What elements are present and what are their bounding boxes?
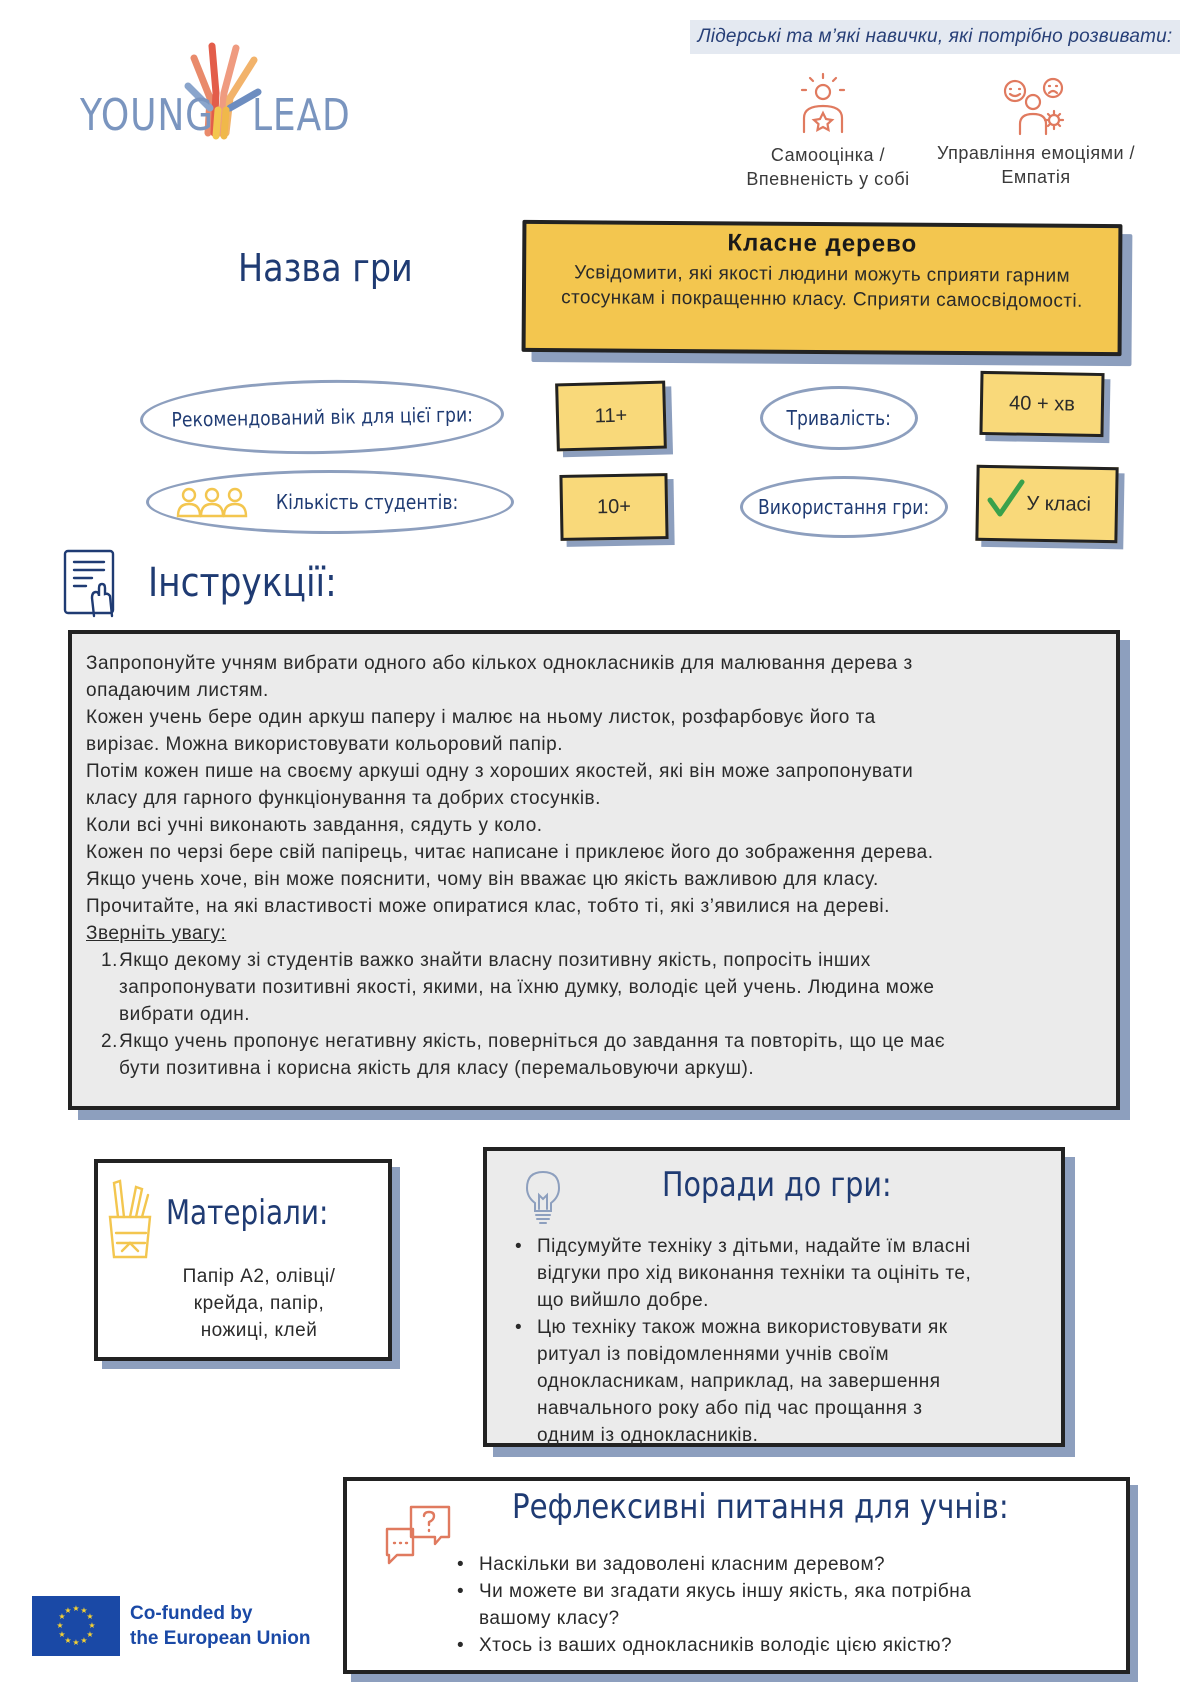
instruction-line: Прочитайте, на які властивості може опиратися клас, тобто ті, які з’явилися на дереві. — [86, 896, 890, 917]
skills-title: Лідерські та м’які навички, які потрібно розвивати: — [690, 20, 1180, 54]
materials-line: крейда, папір, — [193, 1293, 325, 1314]
instructions-title: Інструкції: — [148, 560, 337, 606]
age-value: 11+ — [594, 404, 628, 427]
instruction-line: класу для гарного функціонування та добрих стосунків. — [86, 788, 601, 809]
duration-value-box — [979, 371, 1104, 437]
students-icon — [176, 486, 248, 518]
logo-word-lead: LEAD — [252, 90, 351, 141]
materials-line: Папір А2, олівці/ — [182, 1266, 336, 1287]
tip-line: відгуки про хід виконання техніки та оцініть те, — [537, 1263, 972, 1284]
young-lead-logo — [80, 38, 360, 148]
reflection-line: • Чи можете ви згадати якусь іншу якість, яка потрібна — [479, 1581, 972, 1602]
svg-text:★: ★ — [64, 1636, 72, 1645]
item-number: 1. — [101, 950, 118, 971]
materials-title: Матеріали: — [166, 1193, 329, 1233]
emotions-icon — [1000, 76, 1070, 136]
instruction-line: Запропонуйте учням вибрати одного або кількох однокласників для малювання дерева з — [86, 653, 913, 674]
instruction-line: Кожен по черзі бере свій папірець, читає написане і приклеює його до зображення дерева. — [86, 842, 934, 863]
numbered-line: бути позитивна і корисна якість для класу (перемальовуючи аркуш). — [119, 1058, 755, 1079]
tips-list — [509, 1233, 1049, 1449]
tips-title: Поради до гри: — [662, 1165, 892, 1205]
item-number: 2. — [101, 1031, 118, 1052]
skill-label-emotions: Управління емоціями / Емпатія — [936, 143, 1136, 187]
instructions-icon — [62, 548, 120, 618]
eu-flag-icon — [32, 1596, 120, 1656]
reflection-title: Рефлексивні питання для учнів: — [512, 1487, 1009, 1527]
reflection-line: • Наскільки ви задоволені класним деревом? — [479, 1554, 886, 1575]
students-value-box — [559, 473, 668, 541]
materials-box — [94, 1159, 392, 1361]
skill-label-self-esteem: Самооцінка / Впевненість у собі — [746, 145, 910, 189]
tip-line: навчального року або під час прощання з — [537, 1398, 923, 1419]
eu-stars-icon — [32, 1596, 120, 1656]
duration-label-pill — [760, 386, 918, 450]
tip-line: ритуал із повідомленнями учнів своїм — [537, 1344, 890, 1365]
numbered-item — [86, 947, 1100, 1028]
svg-text:★: ★ — [58, 1630, 66, 1639]
game-name-label: Назва гри — [238, 246, 413, 290]
reflection-line: • Хтось із ваших однокласників володіє цією якістю? — [479, 1635, 953, 1656]
tip-line: • Цю техніку також можна використовувати як — [537, 1317, 948, 1338]
instruction-line: опадаючим листям. — [86, 680, 269, 701]
usage-value: У класі — [1026, 492, 1092, 516]
tip-line: одним із однокласників. — [537, 1425, 759, 1446]
age-label-pill — [139, 377, 504, 457]
reflection-list — [451, 1551, 1111, 1659]
numbered-line: запропонувати позитивні якості, якими, на їхню думку, володіє цей учень. Людина може — [119, 977, 935, 998]
chat-question-icon — [383, 1503, 455, 1575]
instruction-line: Потім кожен пише на своєму аркуші одну з хороших якостей, які він може запропонувати — [86, 761, 914, 782]
instructions-box — [68, 630, 1120, 1110]
svg-text:★: ★ — [64, 1606, 72, 1615]
tip-item — [509, 1314, 1049, 1449]
game-goal-text: Усвідомити, які якості людини можуть сприяти гарним стосункам і покращенню класу. Сприяти самосвідомості. — [561, 262, 1083, 312]
numbered-line: вибрати один. — [119, 1004, 251, 1025]
age-value-box — [555, 381, 667, 452]
eu-cofunded-text — [130, 1601, 311, 1651]
numbered-line: Якщо учень пропонує негативну якість, поверніться до завдання та повторіть, що це має — [119, 1031, 946, 1052]
students-value: 10+ — [596, 495, 632, 518]
game-title: Класне дерево — [727, 229, 918, 258]
materials-line: ножиці, клей — [200, 1320, 318, 1341]
svg-text:★: ★ — [86, 1630, 94, 1639]
duration-value: 40 + хв — [1008, 392, 1076, 416]
reflection-box — [343, 1477, 1130, 1674]
svg-text:★: ★ — [80, 1606, 88, 1615]
reflection-item — [451, 1632, 1111, 1659]
students-label: Кількість студентів: — [275, 490, 459, 514]
svg-text:★: ★ — [58, 1612, 66, 1621]
numbered-item — [86, 1028, 1100, 1082]
svg-text:★: ★ — [86, 1612, 94, 1621]
game-goal-box — [522, 220, 1123, 356]
checkmark-icon — [986, 478, 1026, 520]
materials-text — [154, 1263, 364, 1344]
self-esteem-icon — [790, 70, 856, 136]
reflection-item — [451, 1578, 1111, 1632]
instruction-line: вирізає. Можна використовувати кольоровий папір. — [86, 734, 563, 755]
instruction-line: Кожен учень бере один аркуш паперу і малює на ньому листок, розфарбовує його та — [86, 707, 876, 728]
lightbulb-icon — [523, 1169, 563, 1227]
svg-text:★: ★ — [72, 1604, 80, 1613]
tips-box — [483, 1147, 1065, 1447]
instruction-line: Коли всі учні виконають завдання, сядуть у коло. — [86, 815, 543, 836]
reflection-line: вашому класу? — [479, 1608, 620, 1629]
pencil-cup-icon — [106, 1177, 156, 1261]
svg-text:★: ★ — [72, 1638, 80, 1647]
svg-text:★: ★ — [88, 1621, 96, 1630]
tip-item — [509, 1233, 1049, 1314]
reflection-item — [451, 1551, 1111, 1578]
svg-text:★: ★ — [56, 1621, 64, 1630]
duration-label: Тривалість: — [786, 406, 892, 430]
instruction-line: Якщо учень хоче, він може пояснити, чому він вважає цю якість важливою для класу. — [86, 869, 879, 890]
eu-line-2: the European Union — [130, 1628, 311, 1649]
logo-word-young: YOUNG — [80, 90, 214, 141]
age-label: Рекомендований вік для цієї гри: — [171, 402, 473, 432]
tip-line: однокласникам, наприклад, на завершення — [537, 1371, 941, 1392]
tip-line: • Підсумуйте техніку з дітьми, надайте їм власні — [537, 1236, 971, 1257]
tip-line: що вийшло добре. — [537, 1290, 709, 1311]
svg-text:★: ★ — [80, 1636, 88, 1645]
note-label: Зверніть увагу: — [86, 923, 227, 944]
usage-label-pill — [740, 476, 948, 538]
usage-label: Використання гри: — [758, 495, 930, 519]
numbered-line: Якщо декому зі студентів важко знайти власну позитивну якість, попросіть інших — [119, 950, 871, 971]
eu-line-1: Co-funded by — [130, 1603, 253, 1624]
